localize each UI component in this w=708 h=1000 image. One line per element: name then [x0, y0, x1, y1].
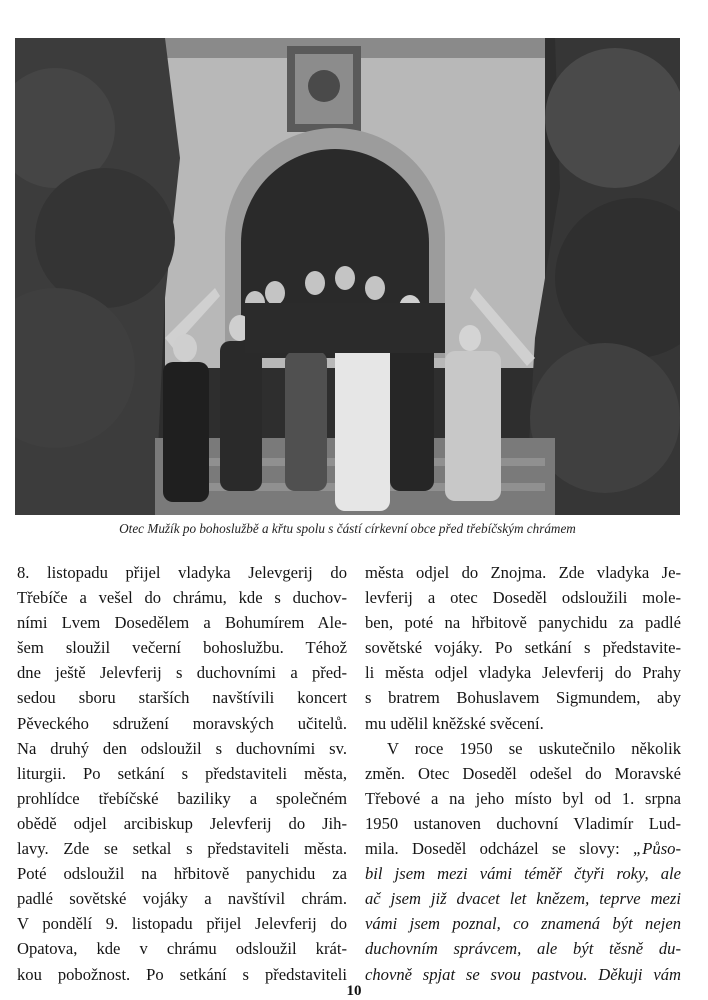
text-line: Pěveckého sdružení moravských učitelů.: [17, 713, 347, 733]
text-line: liturgii. Po setkání s představiteli města,: [17, 763, 347, 783]
text-line: Poté odsloužil na hřbitově panychidu za: [17, 864, 347, 884]
quote-line: bil jsem mezi vámi téměř čtyři roky, ale: [365, 864, 681, 884]
quote-line: vámi jsem poznal, co znamená být nejen: [365, 914, 681, 934]
text-line: sovětské vojáky. Po setkání s představite-: [365, 638, 681, 658]
text-line: dne ještě Jelevferij s duchovními a před-: [17, 663, 347, 683]
text-line: obědě odjel arcibiskup Jelevferij do Jih-: [17, 813, 347, 833]
text-line: města odjel do Znojma. Zde vladyka Je-: [365, 563, 681, 582]
text-line: Třebíče a vešel do chrámu, kde s duchov-: [17, 588, 347, 608]
text-segment: mila. Doseděl odcházel se slovy:: [365, 839, 634, 859]
church-group-photo: [15, 38, 680, 515]
text-line: Na druhý den odsloužil s duchovními sv.: [17, 738, 347, 758]
text-column-right: [365, 560, 681, 987]
text-column-left: [17, 560, 347, 987]
text-line: V pondělí 9. listopadu přijel Jelevferij do: [17, 914, 347, 934]
text-line: ními Lvem Dosedělem a Bohumírem Ale-: [17, 613, 347, 633]
text-line: 1950 ustanoven duchovní Vladimír Lud-: [365, 813, 681, 833]
text-line: [365, 836, 681, 861]
quote-line: chovně spjat se svou pastvou. Děkuji vám: [365, 964, 681, 984]
page-number: 10: [346, 983, 362, 999]
text-line: mu udělil kněžské svěcení.: [365, 713, 544, 733]
text-line: Třebové a na jeho místo byl od 1. srpna: [365, 788, 681, 808]
text-line: lavy. Zde se setkal s představiteli města.: [17, 839, 347, 859]
text-line: levferij a otec Doseděl odsloužili mole-: [365, 588, 681, 608]
text-line: padlé sovětské vojáky a navštívil chrám.: [17, 889, 347, 909]
text-line: Opatova, kde v chrámu odsloužil krát-: [17, 939, 347, 959]
text-line: sedou sboru starších navštívili koncert: [17, 688, 347, 708]
photo-caption: Otec Mužík po bohoslužbě a křtu spolu s částí církevní obce před třebíčským chrámem: [119, 521, 576, 536]
text-line: s bratrem Bohuslavem Sigmundem, aby: [365, 688, 681, 708]
text-line: 8. listopadu přijel vladyka Jelevgerij do: [17, 563, 347, 582]
church-group-photo-icon: [15, 38, 680, 515]
quote-segment: „Půso-: [633, 839, 681, 859]
text-line: V roce 1950 se uskutečnilo několik: [387, 738, 681, 758]
text-line: změn. Otec Doseděl odešel do Moravské: [365, 763, 681, 783]
quote-line: ač jsem již dvacet let knězem, teprve mezi: [365, 889, 681, 909]
text-line: prohlídce třebíčské baziliky a společném: [17, 788, 347, 808]
text-line: šem sloužil večerní bohoslužbu. Téhož: [17, 638, 347, 658]
quote-line: duchovním správcem, ale být těsně du-: [365, 939, 681, 959]
text-line: ben, poté na hřbitově panychidu za padlé: [365, 613, 681, 633]
text-line: kou pobožnost. Po setkání s představiteli: [17, 964, 347, 984]
text-line: li města odjel vladyka Jelevferij do Prahy: [365, 663, 681, 683]
